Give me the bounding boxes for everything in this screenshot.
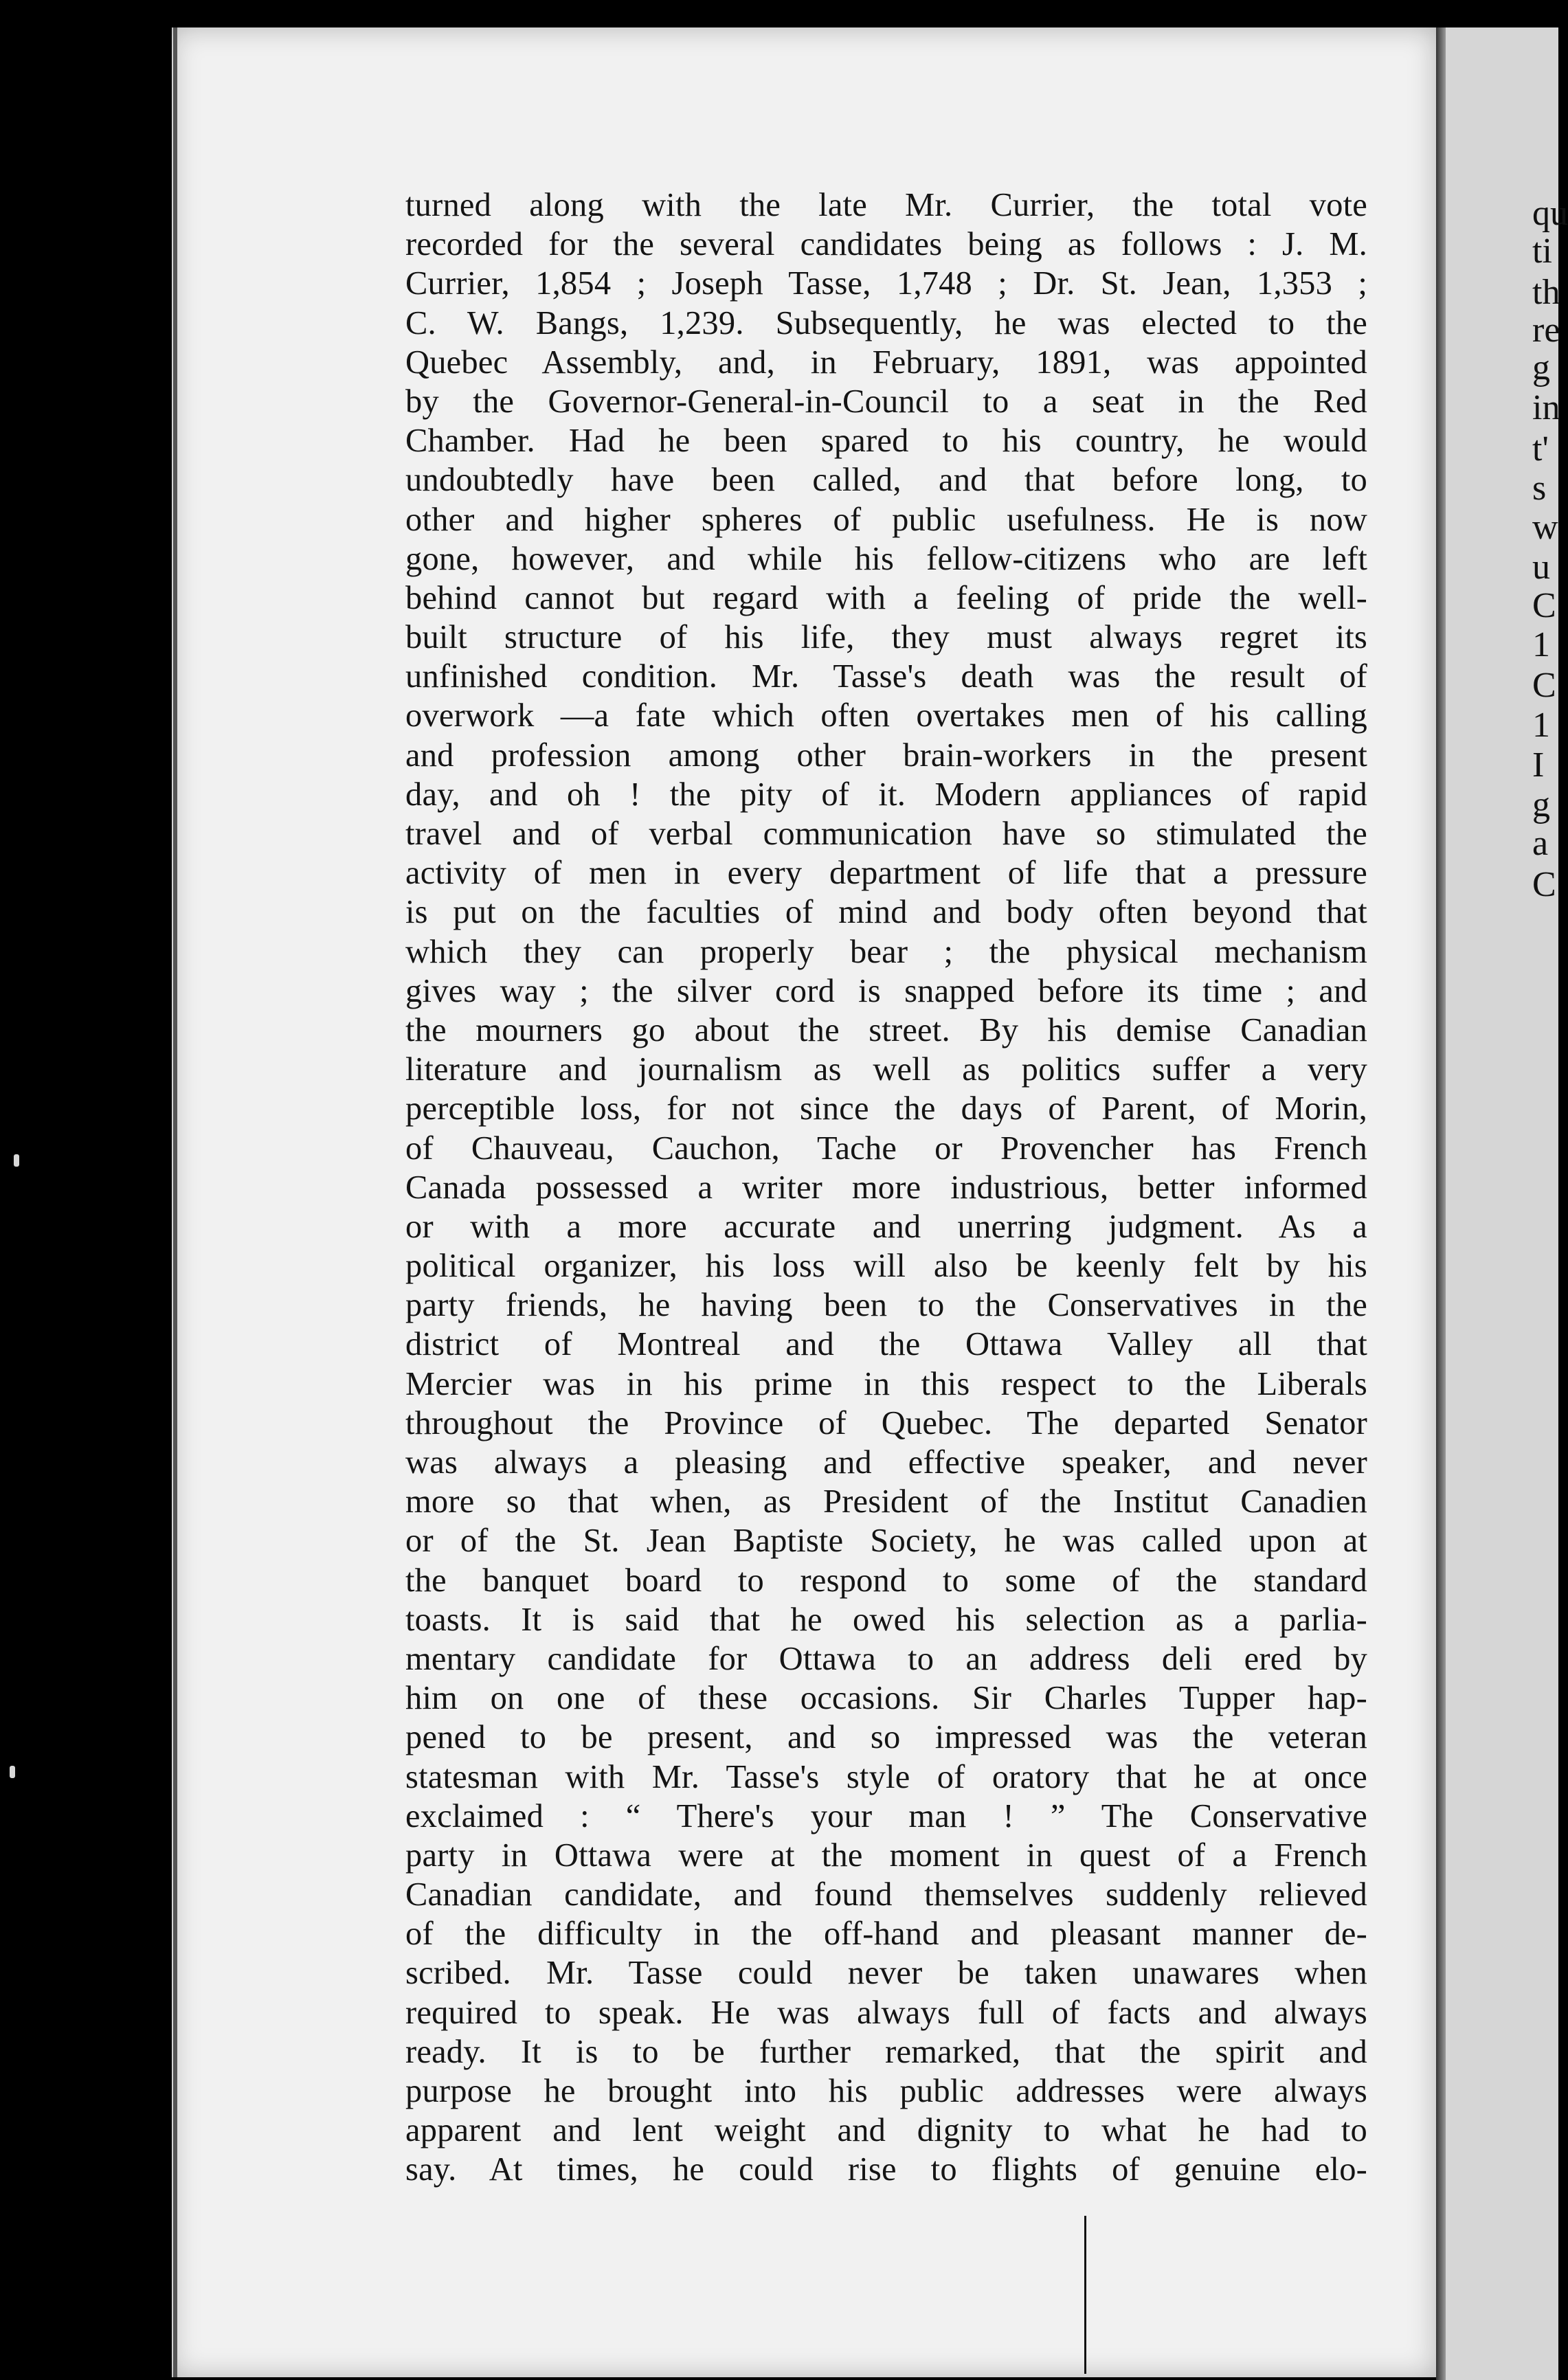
text-line: or with a more accurate and unerring judgment. As a <box>405 1208 1367 1245</box>
text-line: Quebec Assembly, and, in February, 1891, was appointed <box>405 344 1367 381</box>
clipped-text-fragment: th <box>1532 273 1560 312</box>
text-line: Chamber. Had he been spared to his country, he would <box>405 423 1367 460</box>
clipped-text-fragment: 1 <box>1532 706 1550 745</box>
text-line: throughout the Province of Quebec. The departed Senator <box>405 1404 1367 1441</box>
text-line: district of Montreal and the Ottawa Valley all that <box>405 1326 1367 1363</box>
text-line: recorded for the several candidates being as follows : J. M. <box>405 226 1367 263</box>
text-line: him on one of these occasions. Sir Charles Tupper hap- <box>405 1680 1367 1717</box>
clipped-text-fragment: u <box>1532 548 1550 587</box>
clipped-text-fragment: C <box>1532 865 1556 904</box>
text-line: built structure of his life, they must always regret its <box>405 619 1367 656</box>
text-line: of Chauveau, Cauchon, Tache or Provencher has French <box>405 1130 1367 1167</box>
text-line: undoubtedly have been called, and that before long, to <box>405 462 1367 499</box>
text-line: purpose he brought into his public addresses were always <box>405 2073 1367 2109</box>
text-line: Canada possessed a writer more industrious, better informed <box>405 1169 1367 1206</box>
text-line: the banquet board to respond to some of the standard <box>405 1562 1367 1599</box>
clipped-text-fragment: 1 <box>1532 625 1550 664</box>
text-line: of the difficulty in the off-hand and pleasant manner de- <box>405 1916 1367 1953</box>
right-page <box>1436 27 1568 2380</box>
clipped-text-fragment: qu <box>1532 194 1568 233</box>
text-line: was always a pleasing and effective speaker, and never <box>405 1444 1367 1481</box>
text-line: which they can properly bear ; the physical mechanism <box>405 933 1367 970</box>
text-line: travel and of verbal communication have so stimulated the <box>405 816 1367 852</box>
clipped-text-fragment: re <box>1532 311 1560 350</box>
clipped-text-fragment: s <box>1532 469 1547 508</box>
text-line: literature and journalism as well as politics suffer a very <box>405 1051 1367 1088</box>
page-gutter <box>1436 27 1446 2380</box>
text-line: exclaimed : “ There's your man ! ” The Conservative <box>405 1797 1367 1834</box>
clipped-text-fragment: t' <box>1532 429 1549 469</box>
scan-speck <box>14 1154 19 1167</box>
text-line: is put on the faculties of mind and body often beyond that <box>405 894 1367 931</box>
text-line: more so that when, as President of the Institut Canadien <box>405 1483 1367 1520</box>
page-edge <box>173 27 177 2377</box>
text-line: overwork —a fate which often overtakes men of his calling <box>405 697 1367 734</box>
text-line: gives way ; the silver cord is snapped before its time ; and <box>405 972 1367 1009</box>
clipped-text-fragment: C <box>1532 586 1556 625</box>
text-line: say. At times, he could rise to flights of genuine elo- <box>405 2151 1367 2188</box>
clipped-text-fragment: g <box>1532 785 1550 824</box>
text-line: Mercier was in his prime in this respect to the Liberals <box>405 1365 1367 1402</box>
text-line: gone, however, and while his fellow-citizens who are left <box>405 540 1367 577</box>
clipped-text-fragment: in <box>1532 388 1560 427</box>
text-line: Canadian candidate, and found themselves suddenly relieved <box>405 1876 1367 1913</box>
text-line: behind cannot but regard with a feeling of pride the well- <box>405 579 1367 616</box>
text-line: party in Ottawa were at the moment in quest of a French <box>405 1837 1367 1874</box>
clipped-text-fragment: ti <box>1532 232 1552 271</box>
clipped-text-fragment: a <box>1532 824 1549 863</box>
body-text <box>405 186 1367 2190</box>
text-line: apparent and lent weight and dignity to what he had to <box>405 2112 1367 2149</box>
text-line: pened to be present, and so impressed was the veteran <box>405 1719 1367 1756</box>
clipped-text-fragment: I <box>1532 745 1545 785</box>
text-line: activity of men in every department of life that a pressure <box>405 855 1367 892</box>
text-line: the mourners go about the street. By his demise Canadian <box>405 1011 1367 1048</box>
text-line: political organizer, his loss will also be keenly felt by his <box>405 1248 1367 1285</box>
text-line: C. W. Bangs, 1,239. Subsequently, he was elected to the <box>405 304 1367 341</box>
scan-speck <box>10 1766 15 1778</box>
text-line: turned along with the late Mr. Currier, the total vote <box>405 187 1367 223</box>
text-line: day, and oh ! the pity of it. Modern appliances of rapid <box>405 776 1367 813</box>
text-line: mentary candidate for Ottawa to an address deli ered by <box>405 1640 1367 1677</box>
fold-line <box>1084 2216 1086 2374</box>
text-line: statesman with Mr. Tasse's style of oratory that he at once <box>405 1758 1367 1795</box>
text-line: Currier, 1,854 ; Joseph Tasse, 1,748 ; Dr. St. Jean, 1,353 ; <box>405 265 1367 302</box>
text-line: or of the St. Jean Baptiste Society, he was called upon at <box>405 1523 1367 1560</box>
text-line: toasts. It is said that he owed his selection as a parlia- <box>405 1601 1367 1638</box>
text-line: unfinished condition. Mr. Tasse's death was the result of <box>405 658 1367 695</box>
text-line: by the Governor-General-in-Council to a seat in the Red <box>405 383 1367 420</box>
text-line: perceptible loss, for not since the days of Parent, of Morin, <box>405 1090 1367 1127</box>
text-line: scribed. Mr. Tasse could never be taken unawares when <box>405 1955 1367 1992</box>
clipped-text-fragment: w <box>1532 508 1558 547</box>
text-line: other and higher spheres of public usefulness. He is now <box>405 501 1367 538</box>
clipped-text-fragment: C <box>1532 666 1556 705</box>
text-line: and profession among other brain-workers in the present <box>405 737 1367 774</box>
text-line: required to speak. He was always full of facts and always <box>405 1994 1367 2031</box>
text-line: party friends, he having been to the Conservatives in the <box>405 1287 1367 1324</box>
clipped-text-fragment: g <box>1532 348 1550 388</box>
text-line: ready. It is to be further remarked, that the spirit and <box>405 2033 1367 2070</box>
